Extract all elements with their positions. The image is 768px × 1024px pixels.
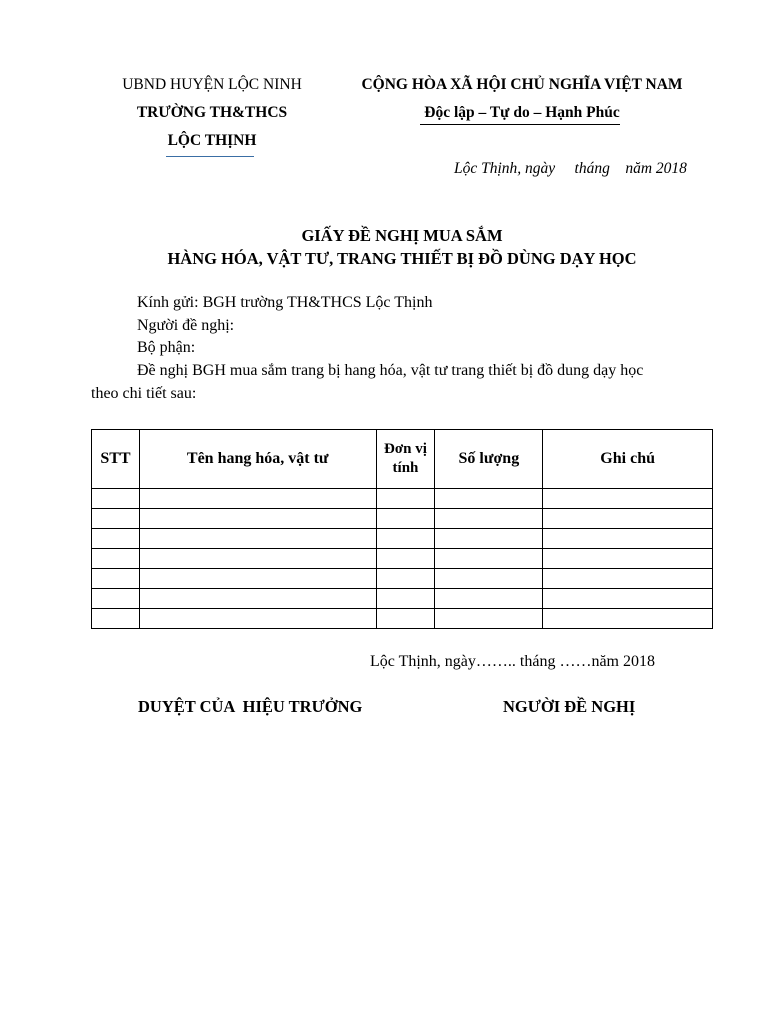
cell-unit[interactable]: [376, 529, 435, 549]
cell-quantity[interactable]: [435, 569, 543, 589]
cell-quantity[interactable]: [435, 589, 543, 609]
header-unit: Đơn vị tính: [376, 430, 435, 489]
national-motto: Độc lập – Tự do – Hạnh Phúc: [424, 104, 620, 121]
document-title-line2: HÀNG HÓA, VẬT TƯ, TRANG THIẾT BỊ ĐỒ DÙNG DẠY HỌC: [167, 249, 637, 268]
cell-unit[interactable]: [376, 589, 435, 609]
right-header-rule: [420, 124, 620, 125]
cell-stt[interactable]: [92, 529, 140, 549]
document-title-line1: GIẤY ĐỀ NGHỊ MUA SẮM: [301, 226, 503, 245]
cell-note[interactable]: [543, 569, 713, 589]
header-date-line: Lộc Thịnh, ngày tháng năm 2018: [454, 160, 687, 177]
cell-unit[interactable]: [376, 609, 435, 629]
principal-approval-label: DUYỆT CỦA HIỆU TRƯỞNG: [138, 697, 363, 716]
school-name-line1: TRƯỜNG TH&THCS: [136, 104, 288, 121]
table-row: [92, 529, 713, 549]
cell-quantity[interactable]: [435, 609, 543, 629]
cell-stt[interactable]: [92, 489, 140, 509]
table-row: [92, 549, 713, 569]
table-row: [92, 509, 713, 529]
district-name: UBND HUYỆN LỘC NINH: [122, 76, 302, 93]
recipient-line: Kính gửi: BGH trường TH&THCS Lộc Thịnh: [137, 294, 433, 311]
header-stt: STT: [92, 430, 140, 489]
header-item-name: Tên hang hóa, vật tư: [139, 430, 376, 489]
cell-quantity[interactable]: [435, 509, 543, 529]
requester-signature-label: NGƯỜI ĐỀ NGHỊ: [503, 697, 636, 716]
department-line: Bộ phận:: [137, 339, 196, 356]
cell-item-name[interactable]: [139, 489, 376, 509]
cell-unit[interactable]: [376, 569, 435, 589]
cell-quantity[interactable]: [435, 529, 543, 549]
cell-unit[interactable]: [376, 489, 435, 509]
cell-stt[interactable]: [92, 609, 140, 629]
cell-note[interactable]: [543, 609, 713, 629]
table-header-row: [92, 430, 713, 489]
header-note: Ghi chú: [543, 430, 713, 489]
cell-item-name[interactable]: [139, 569, 376, 589]
request-line-1: Đề nghị BGH mua sắm trang bị hang hóa, vật tư trang thiết bị đồ dung dạy học: [137, 362, 644, 379]
table-row: [92, 589, 713, 609]
left-header-rule: [166, 156, 254, 157]
footer-date-line: Lộc Thịnh, ngày…….. tháng ……năm 2018: [370, 653, 655, 670]
cell-note[interactable]: [543, 529, 713, 549]
cell-item-name[interactable]: [139, 509, 376, 529]
cell-note[interactable]: [543, 549, 713, 569]
items-table: [91, 429, 713, 629]
cell-note[interactable]: [543, 489, 713, 509]
table-row: [92, 489, 713, 509]
school-name-line2: LỘC THỊNH: [167, 132, 257, 149]
cell-quantity[interactable]: [435, 489, 543, 509]
cell-quantity[interactable]: [435, 549, 543, 569]
cell-note[interactable]: [543, 589, 713, 609]
cell-item-name[interactable]: [139, 609, 376, 629]
request-line-2: theo chi tiết sau:: [91, 385, 197, 402]
cell-unit[interactable]: [376, 549, 435, 569]
requester-line: Người đề nghị:: [137, 317, 235, 334]
table-row: [92, 609, 713, 629]
cell-stt[interactable]: [92, 589, 140, 609]
cell-item-name[interactable]: [139, 529, 376, 549]
cell-stt[interactable]: [92, 509, 140, 529]
cell-item-name[interactable]: [139, 549, 376, 569]
cell-stt[interactable]: [92, 549, 140, 569]
cell-stt[interactable]: [92, 569, 140, 589]
national-title: CỘNG HÒA XÃ HỘI CHỦ NGHĨA VIỆT NAM: [361, 76, 683, 93]
cell-note[interactable]: [543, 509, 713, 529]
cell-item-name[interactable]: [139, 589, 376, 609]
cell-unit[interactable]: [376, 509, 435, 529]
header-quantity: Số lượng: [435, 430, 543, 489]
table-row: [92, 569, 713, 589]
